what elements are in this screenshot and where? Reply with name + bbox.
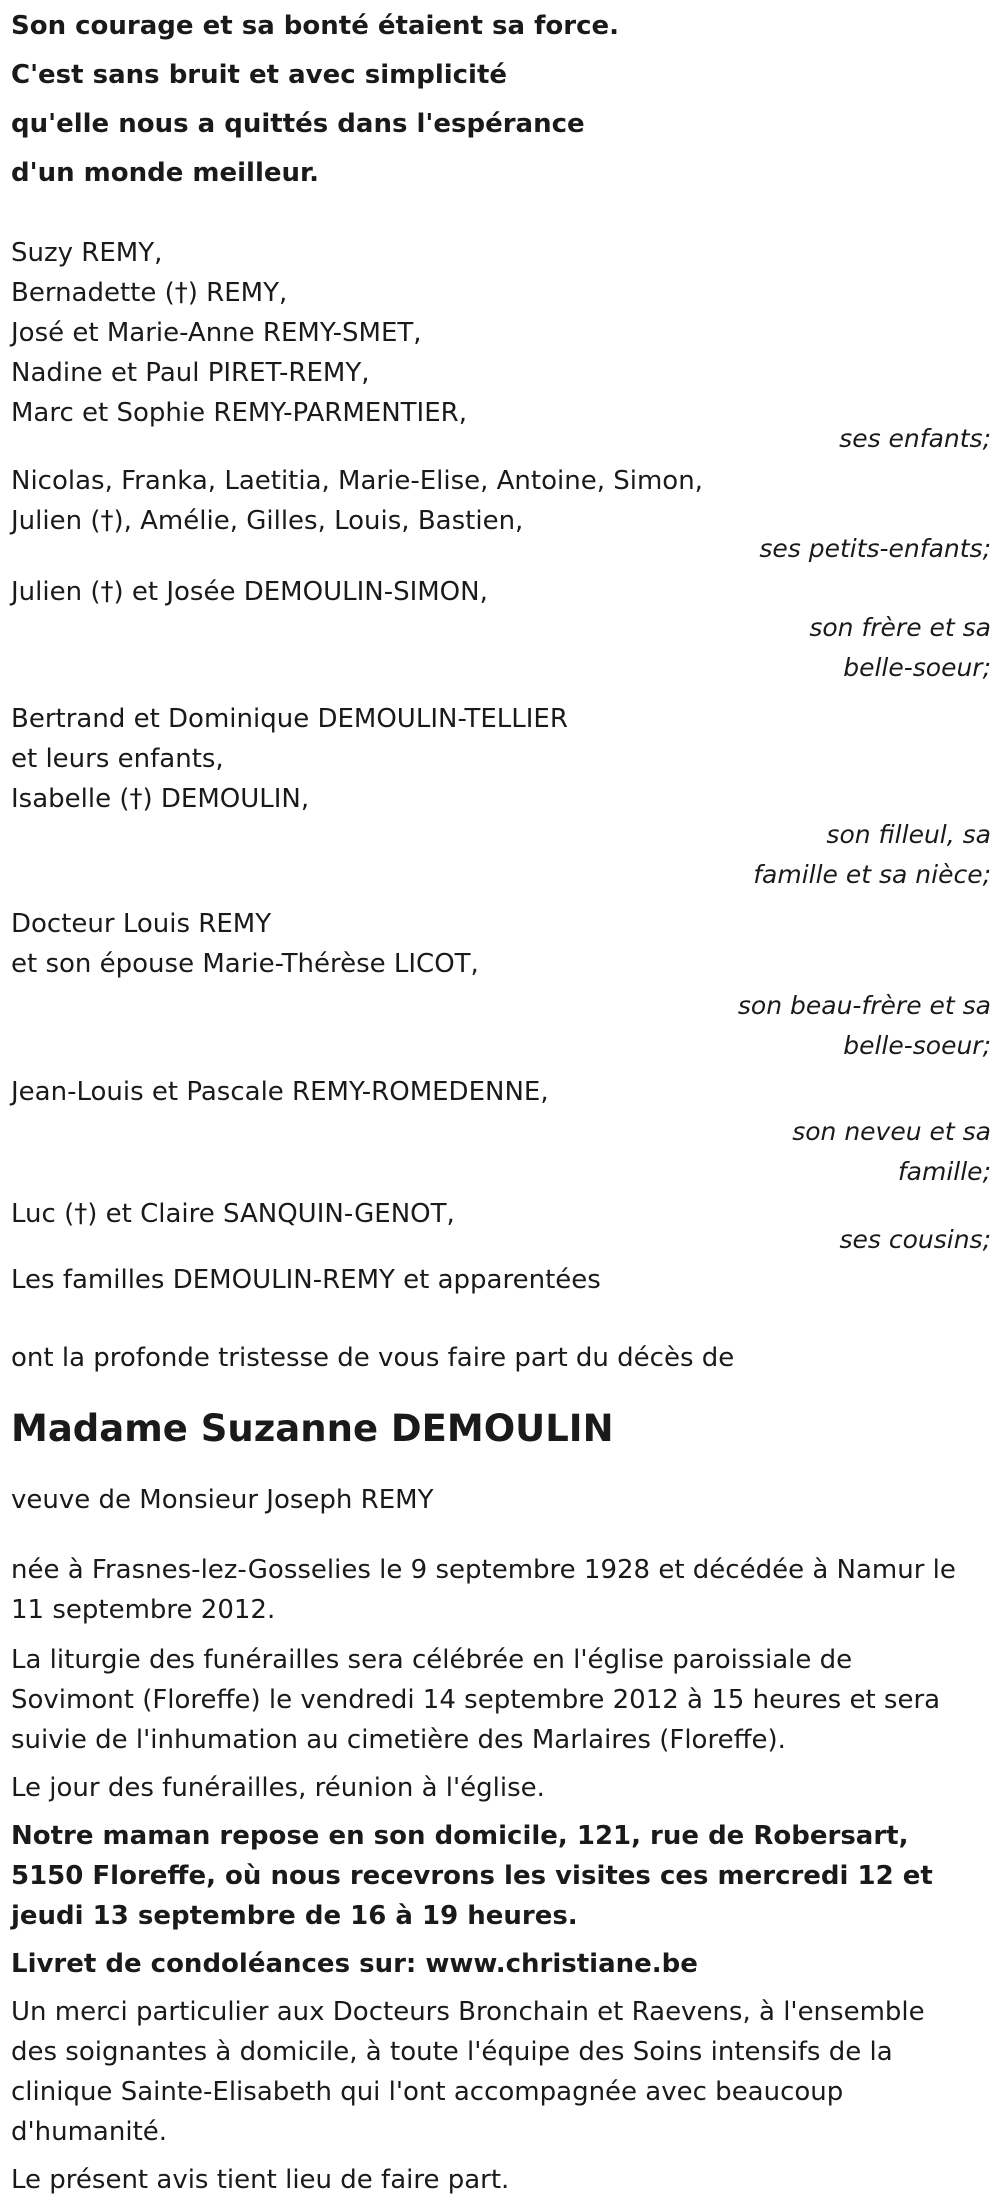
- family-children: [11, 233, 991, 433]
- role-line: son beau-frère et sa: [737, 991, 991, 1020]
- condolences-text: Livret de condoléances sur: www.christiane.be: [11, 1949, 698, 1979]
- family-name-line: Bernadette (†) REMY,: [11, 278, 288, 308]
- family-name-line: José et Marie-Anne REMY-SMET,: [11, 318, 422, 348]
- family-name-line: Jean-Louis et Pascale REMY-ROMEDENNE,: [11, 1077, 549, 1107]
- family-name-line: Nicolas, Franka, Laetitia, Marie-Elise, Antoine, Simon,: [11, 466, 703, 496]
- intro-line: d'un monde meilleur.: [11, 158, 320, 188]
- family-siblings: [11, 572, 991, 612]
- family-role: ses petits-enfants;: [759, 534, 991, 563]
- visitation-text: Notre maman repose en son domicile, 121, rue de Robersart, 5150 Floreffe, où nous recevrons les visites ces mercredi 12 et jeudi 13 septembre de 16 à 19 heures.: [11, 1821, 933, 1931]
- intro-line: C'est sans bruit et avec simplicité: [11, 60, 508, 90]
- family-role: [11, 1112, 991, 1192]
- widow-of-text: veuve de Monsieur Joseph REMY: [11, 1485, 434, 1515]
- family-name-line: Marc et Sophie REMY-PARMENTIER,: [11, 398, 467, 428]
- family-name-line: Docteur Louis REMY: [11, 909, 272, 939]
- family-role: ses cousins;: [839, 1225, 991, 1254]
- obituary-notice: [0, 2, 1000, 2200]
- announcement-text: ont la profonde tristesse de vous faire part du décès de: [11, 1343, 735, 1373]
- family-name-line: Julien (†), Amélie, Gilles, Louis, Bastien,: [11, 506, 524, 536]
- families-line: Les familles DEMOULIN-REMY et apparentées: [11, 1265, 601, 1295]
- intro-line: qu'elle nous a quittés dans l'espérance: [11, 109, 585, 139]
- family-role: [11, 815, 991, 895]
- family-role: [11, 986, 991, 1066]
- intro-quote: [11, 2, 991, 198]
- family-nephew: [11, 1072, 991, 1112]
- family-role: ses enfants;: [839, 424, 991, 453]
- deceased-name: Madame Suzanne DEMOULIN: [11, 1407, 614, 1450]
- role-line: son neveu et sa: [792, 1117, 991, 1146]
- role-line: son frère et sa: [809, 613, 991, 642]
- family-role: [11, 608, 991, 688]
- family-name-line: Suzy REMY,: [11, 238, 163, 268]
- family-name-line: Bertrand et Dominique DEMOULIN-TELLIER: [11, 704, 568, 734]
- closing-text: Le présent avis tient lieu de faire part.: [11, 2165, 510, 2195]
- birth-death-text: née à Frasnes-lez-Gosselies le 9 septembre 1928 et décédée à Namur le 11 septembre 2012.: [11, 1555, 956, 1625]
- family-name-line: Isabelle (†) DEMOULIN,: [11, 784, 310, 814]
- family-name-line: et leurs enfants,: [11, 744, 224, 774]
- intro-line: Son courage et sa bonté étaient sa force.: [11, 11, 620, 41]
- family-name-line: Nadine et Paul PIRET-REMY,: [11, 358, 370, 388]
- family-brother-in-law: [11, 904, 991, 984]
- role-line: son filleul, sa: [826, 820, 991, 849]
- role-line: belle-soeur;: [843, 1031, 991, 1060]
- role-line: famille et sa nièce;: [753, 860, 991, 889]
- thanks-text: Un merci particulier aux Docteurs Bronchain et Raevens, à l'ensemble des soignantes à domicile, à toute l'équipe des Soins intensifs de la clinique Sainte-Elisabeth qui l'ont accompagnée avec beaucoup d'humanité.: [11, 1997, 925, 2147]
- family-name-line: Luc (†) et Claire SANQUIN-GENOT,: [11, 1199, 455, 1229]
- family-godson: [11, 699, 991, 819]
- liturgy-text: La liturgie des funérailles sera célébrée en l'église paroissiale de Sovimont (Floreffe) le vendredi 14 septembre 2012 à 15 heures et sera suivie de l'inhumation au cimetière des Marlaires (Floreffe).: [11, 1645, 941, 1755]
- role-line: famille;: [897, 1157, 991, 1186]
- family-name-line: Julien (†) et Josée DEMOULIN-SIMON,: [11, 577, 488, 607]
- role-line: belle-soeur;: [843, 653, 991, 682]
- meeting-text: Le jour des funérailles, réunion à l'église.: [11, 1773, 545, 1803]
- family-name-line: et son épouse Marie-Thérèse LICOT,: [11, 949, 479, 979]
